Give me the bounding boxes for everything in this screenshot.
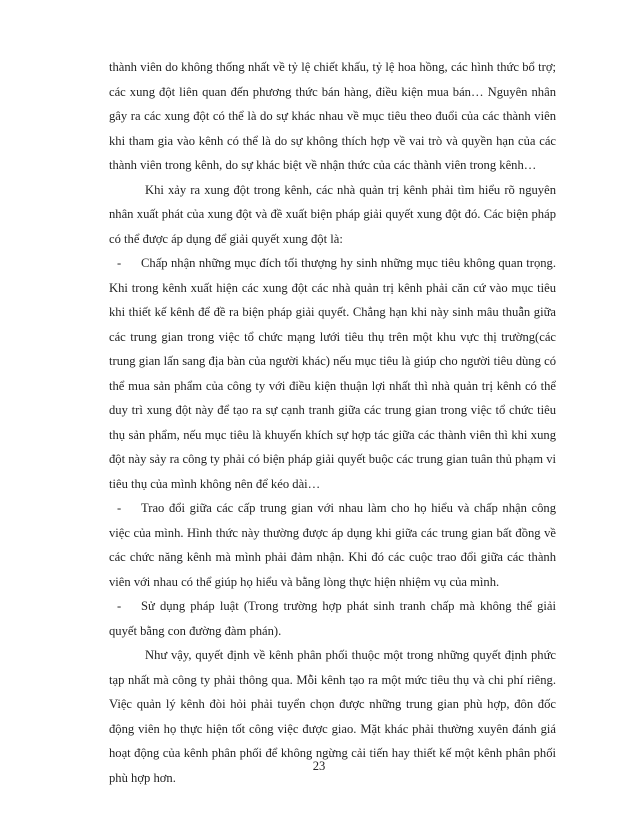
bullet-item-law [109, 594, 556, 643]
page-number: 23 [312, 759, 326, 773]
paragraph-measures-intro: Khi xảy ra xung đột trong kênh, các nhà quản trị kênh phải tìm hiểu rõ nguyên nhân xuất phát của xung đột và đề xuất biện pháp giải quyết xung đột đó. Các biện pháp có thể được áp dụng để giải quyết xung đột là: [109, 182, 556, 246]
bullet-text: Trao đổi giữa các cấp trung gian với nhau làm cho họ hiểu và chấp nhận công việc của mình. Hình thức này thường được áp dụng khi giữa các trung gian bất đồng về các chức năng kênh mà mình phải đảm nhận. Khi đó các cuộc trao đổi giữa các thành viên với nhau có thể giúp họ hiểu và bằng lòng thực hiện nhiệm vụ của mình. [109, 501, 556, 589]
paragraph-conclusion: Như vậy, quyết định về kênh phân phối thuộc một trong những quyết định phức tạp nhất mà công ty phải thông qua. Mỗi kênh tạo ra một mức tiêu thụ và chi phí riêng. Việc quản lý kênh đòi hỏi phải tuyển chọn được những trung gian phù hợp, đôn đốc động viên họ thực hiện tốt công việc được giao. Mặt khác phải thường xuyên đánh giá hoạt động của kênh phân phối để không ngừng cải tiến hay thiết kế một kênh phân phối phù hợp hơn. [109, 648, 556, 785]
bullet-dash: - [117, 599, 122, 613]
bullet-item-accept-goals [109, 251, 556, 496]
bullet-text: Chấp nhận những mục đích tối thượng hy sinh những mục tiêu không quan trọng. Khi trong kênh xuất hiện các xung đột các nhà quản trị kênh phải căn cứ vào mục tiêu khi thiết kế kênh để đề ra biện pháp giải quyết. Chẳng hạn khi này sinh mâu thuẫn giữa các trung gian trong việc tổ chức mạng lưới tiêu thụ trên một khu vực thị trường(các trung gian lấn sang địa bàn của người khác) nếu mục tiêu là giúp cho người tiêu dùng có thể mua sản phẩm của công ty với điều kiện thuận lợi nhất thì nhà quản trị kênh có thể duy trì xung đột này để tạo ra sự cạnh tranh giữa các trung gian trong việc tổ chức tiêu thụ sản phẩm, nếu mục tiêu là khuyến khích sự hợp tác giữa các thành viên thì khi xung đột này sảy ra công ty phải có biện pháp giải quyết buộc các trung gian tuân thủ phạm vi tiêu thụ của mình không nên để kéo dài… [109, 256, 556, 491]
bullet-dash: - [117, 256, 122, 270]
paragraph-continuation: thành viên do không thống nhất về tỷ lệ chiết khấu, tỷ lệ hoa hồng, các hình thức bổ trợ; các xung đột liên quan đến phương thức bán hàng, điều kiện mua bán… Nguyên nhân gây ra các xung đột có thể là do sự khác nhau về mục tiêu theo đuổi của các thành viên khi tham gia vào kênh có thể là do sự không thích hợp về vai trò và quyền hạn của các thành viên trong kênh, do sự khác biệt về nhận thức của các thành viên trong kênh… [109, 60, 556, 172]
body-text [109, 55, 556, 790]
bullet-dash: - [117, 501, 122, 515]
bullet-text: Sử dụng pháp luật (Trong trường hợp phát sinh tranh chấp mà không thể giải quyết bằng con đường đàm phán). [109, 599, 556, 638]
bullet-item-exchange [109, 496, 556, 594]
